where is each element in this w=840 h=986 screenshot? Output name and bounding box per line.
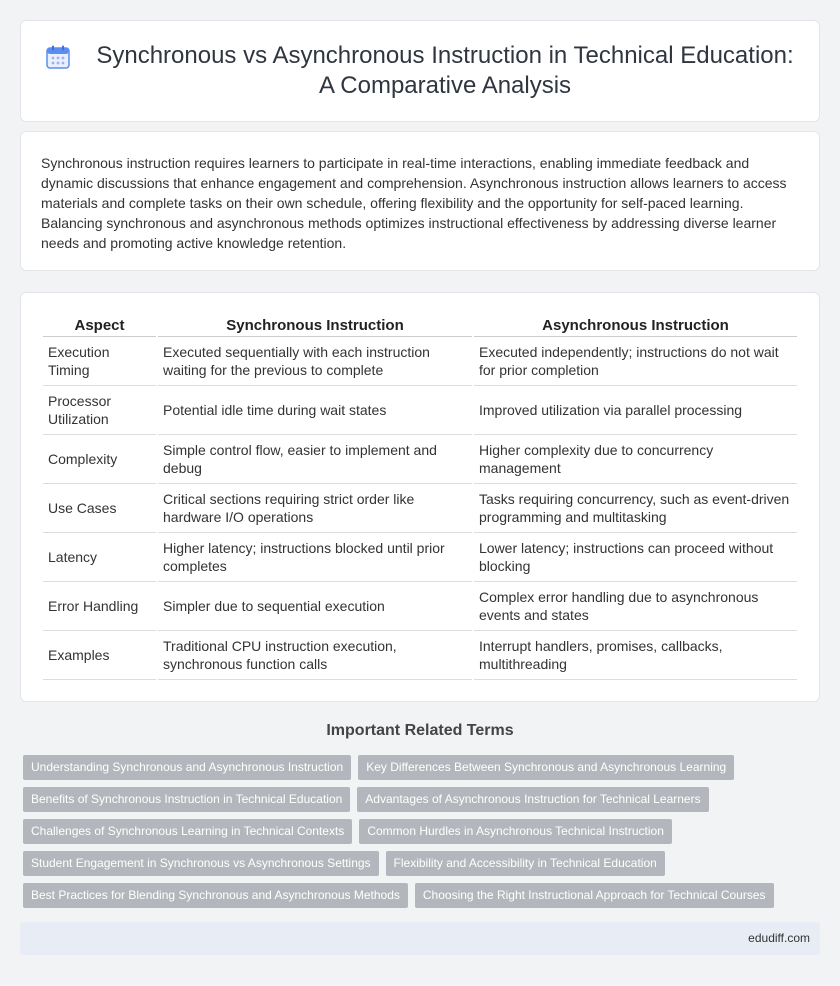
cell-synchronous: Traditional CPU instruction execution, synchronous function calls [158,631,472,680]
table-row [43,386,797,435]
related-term-link[interactable]: Key Differences Between Synchronous and Asynchronous Learning [358,755,734,780]
cell-asynchronous: Tasks requiring concurrency, such as event-driven programming and multitasking [474,484,797,533]
cell-aspect: Execution Timing [43,337,156,386]
cell-synchronous: Higher latency; instructions blocked until prior completes [158,533,472,582]
table-row [43,435,797,484]
related-term-link[interactable]: Benefits of Synchronous Instruction in Technical Education [23,787,350,812]
related-term-link[interactable]: Best Practices for Blending Synchronous and Asynchronous Methods [23,883,408,908]
related-term-link[interactable]: Student Engagement in Synchronous vs Asynchronous Settings [23,851,379,876]
cell-asynchronous: Executed independently; instructions do not wait for prior completion [474,337,797,386]
table-row [43,631,797,680]
comparison-table [41,315,799,680]
intro-paragraph: Synchronous instruction requires learners to participate in real-time interactions, enabling immediate feedback and dynamic discussions that enhance engagement and comprehension. Asynchronous instruction allows learners to access materials and complete tasks on their own schedule, offering flexibility and the opportunity for self-paced learning. Balancing synchronous and asynchronous methods optimizes instructional effectiveness by addressing diverse learner needs and promoting active knowledge retention. [41,155,787,251]
related-term-link[interactable]: Advantages of Asynchronous Instruction for Technical Learners [357,787,708,812]
cell-synchronous: Potential idle time during wait states [158,386,472,435]
cell-asynchronous: Complex error handling due to asynchronous events and states [474,582,797,631]
table-header-row [43,315,797,337]
page-title: Synchronous vs Asynchronous Instruction in Technical Education: A Comparative Analysis [96,42,794,99]
related-term-link[interactable]: Understanding Synchronous and Asynchronous Instruction [23,755,351,780]
cell-aspect: Error Handling [43,582,156,631]
table-row [43,582,797,631]
related-term-link[interactable]: Choosing the Right Instructional Approach for Technical Courses [415,883,774,908]
related-term-link[interactable]: Common Hurdles in Asynchronous Technical Instruction [359,819,672,844]
table-row [43,533,797,582]
cell-synchronous: Simple control flow, easier to implement and debug [158,435,472,484]
cell-asynchronous: Interrupt handlers, promises, callbacks, multithreading [474,631,797,680]
cell-synchronous: Executed sequentially with each instruction waiting for the previous to complete [158,337,472,386]
related-terms-list [23,755,823,915]
cell-aspect: Use Cases [43,484,156,533]
table-row [43,337,797,386]
cell-aspect: Examples [43,631,156,680]
header-aspect: Aspect [43,315,156,337]
cell-asynchronous: Lower latency; instructions can proceed without blocking [474,533,797,582]
related-term-link[interactable]: Challenges of Synchronous Learning in Technical Contexts [23,819,352,844]
calendar-icon [45,44,71,70]
cell-synchronous: Simpler due to sequential execution [158,582,472,631]
footer [20,922,820,955]
comparison-table-card [20,292,820,702]
footer-site-link[interactable]: edudiff.com [748,931,810,945]
cell-synchronous: Critical sections requiring strict order like hardware I/O operations [158,484,472,533]
header-asynchronous: Asynchronous Instruction [474,315,797,337]
related-terms-heading: Important Related Terms [326,722,514,739]
cell-aspect: Complexity [43,435,156,484]
intro-card [20,131,820,271]
cell-aspect: Processor Utilization [43,386,156,435]
cell-asynchronous: Improved utilization via parallel processing [474,386,797,435]
cell-aspect: Latency [43,533,156,582]
title-card [20,20,820,122]
header-synchronous: Synchronous Instruction [158,315,472,337]
table-row [43,484,797,533]
cell-asynchronous: Higher complexity due to concurrency management [474,435,797,484]
related-term-link[interactable]: Flexibility and Accessibility in Technical Education [386,851,665,876]
